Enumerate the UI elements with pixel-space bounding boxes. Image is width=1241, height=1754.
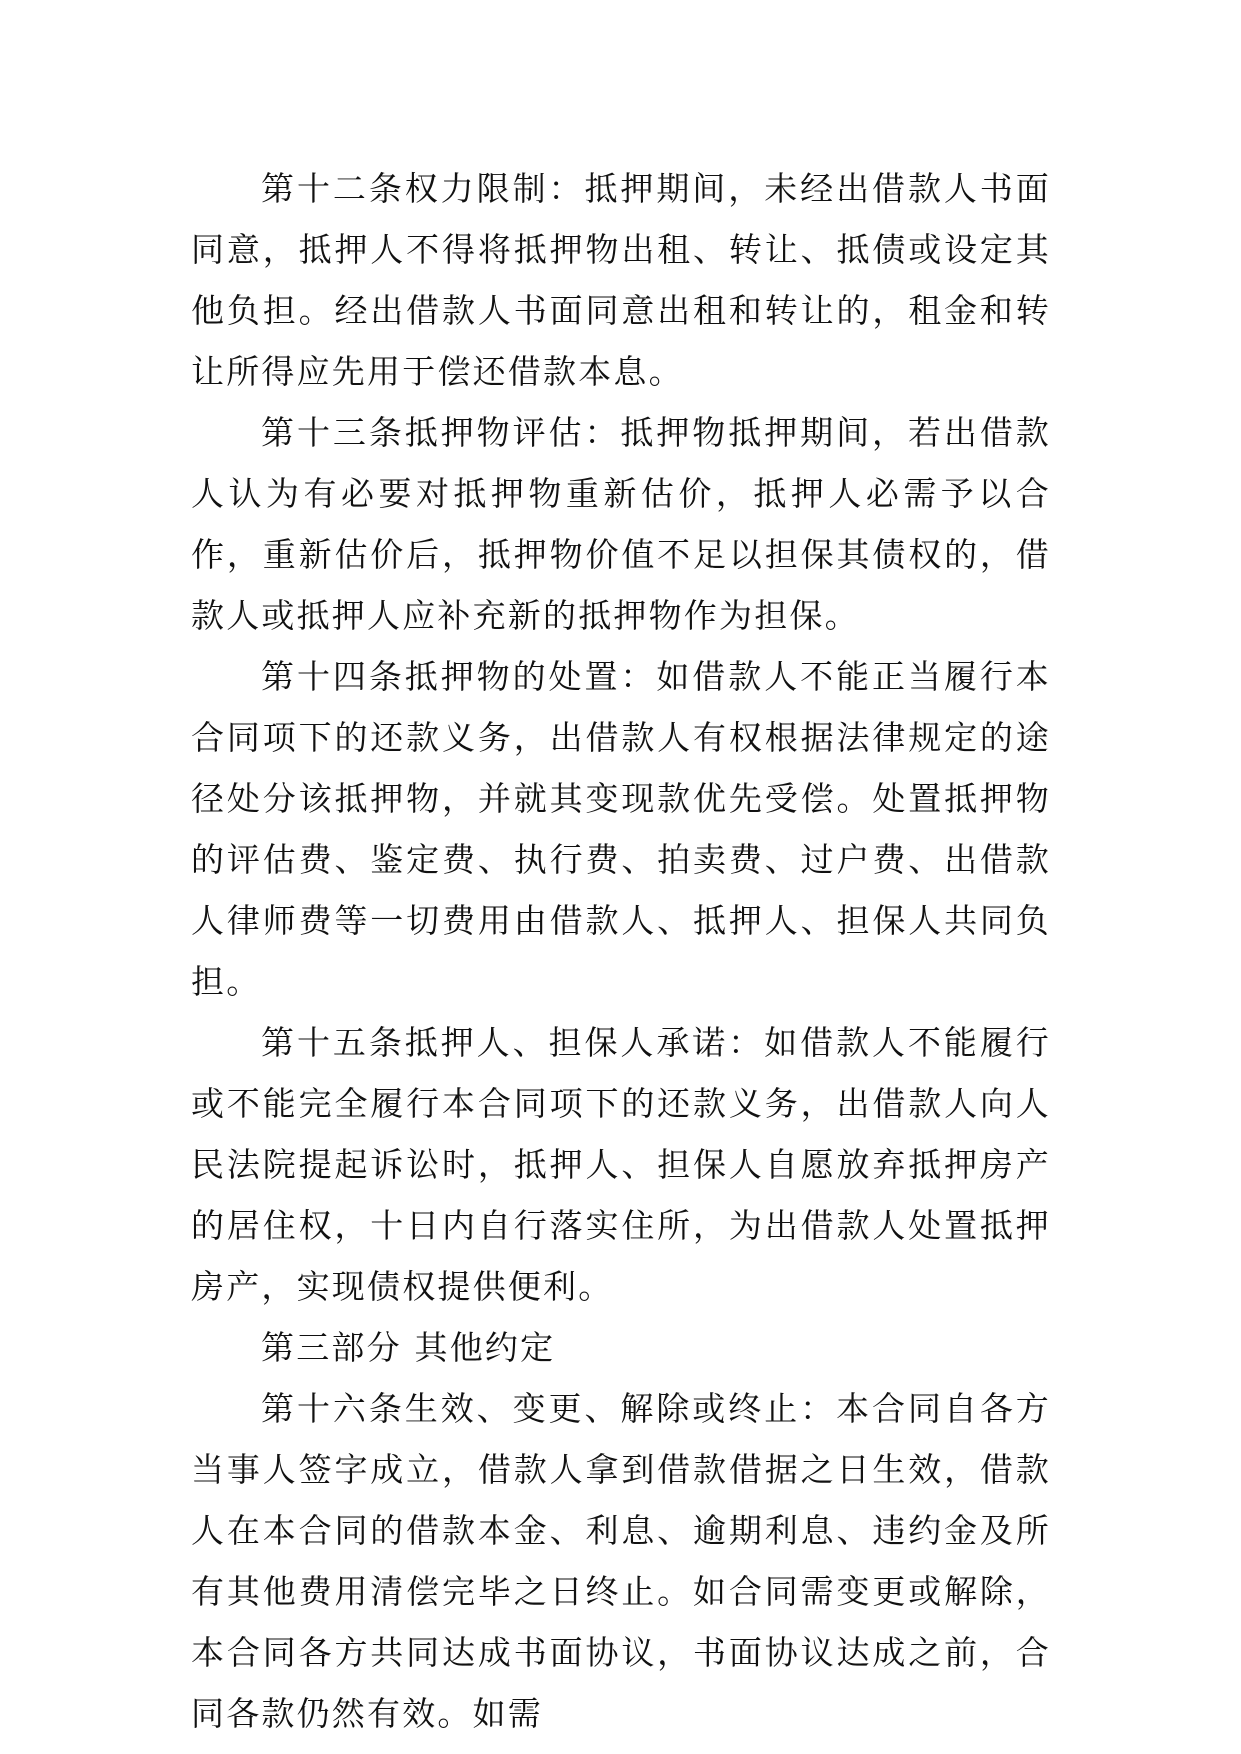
contract-text-body bbox=[191, 158, 1051, 1744]
paragraph-article-13: 第十三条抵押物评估：抵押物抵押期间，若出借款人认为有必要对抵押物重新估价，抵押人必需予以合作，重新估价后，抵押物价值不足以担保其债权的，借款人或抵押人应补充新的抵押物作为担保。 bbox=[191, 413, 1051, 635]
paragraph-article-14: 第十四条抵押物的处置：如借款人不能正当履行本合同项下的还款义务，出借款人有权根据法律规定的途径处分该抵押物，并就其变现款优先受偿。处置抵押物的评估费、鉴定费、执行费、拍卖费、过户费、出借款人律师费等一切费用由借款人、抵押人、担保人共同负担。 bbox=[191, 657, 1051, 1001]
paragraph-article-16: 第十六条生效、变更、解除或终止：本合同自各方当事人签字成立，借款人拿到借款借据之日生效，借款人在本合同的借款本金、利息、逾期利息、违约金及所有其他费用清偿完毕之日终止。如合同需变更或解除，本合同各方共同达成书面协议，书面协议达成之前，合同各款仍然有效。如需 bbox=[191, 1389, 1051, 1733]
paragraph-article-15: 第十五条抵押人、担保人承诺：如借款人不能履行或不能完全履行本合同项下的还款义务，出借款人向人民法院提起诉讼时，抵押人、担保人自愿放弃抵押房产的居住权，十日内自行落实住所，为出借款人处置抵押房产，实现债权提供便利。 bbox=[191, 1023, 1051, 1306]
paragraph-article-12: 第十二条权力限制：抵押期间，未经出借款人书面同意，抵押人不得将抵押物出租、转让、抵债或设定其他负担。经出借款人书面同意出租和转让的，租金和转让所得应先用于偿还借款本息。 bbox=[191, 169, 1051, 391]
section-heading-part-3: 第三部分 其他约定 bbox=[261, 1328, 556, 1367]
